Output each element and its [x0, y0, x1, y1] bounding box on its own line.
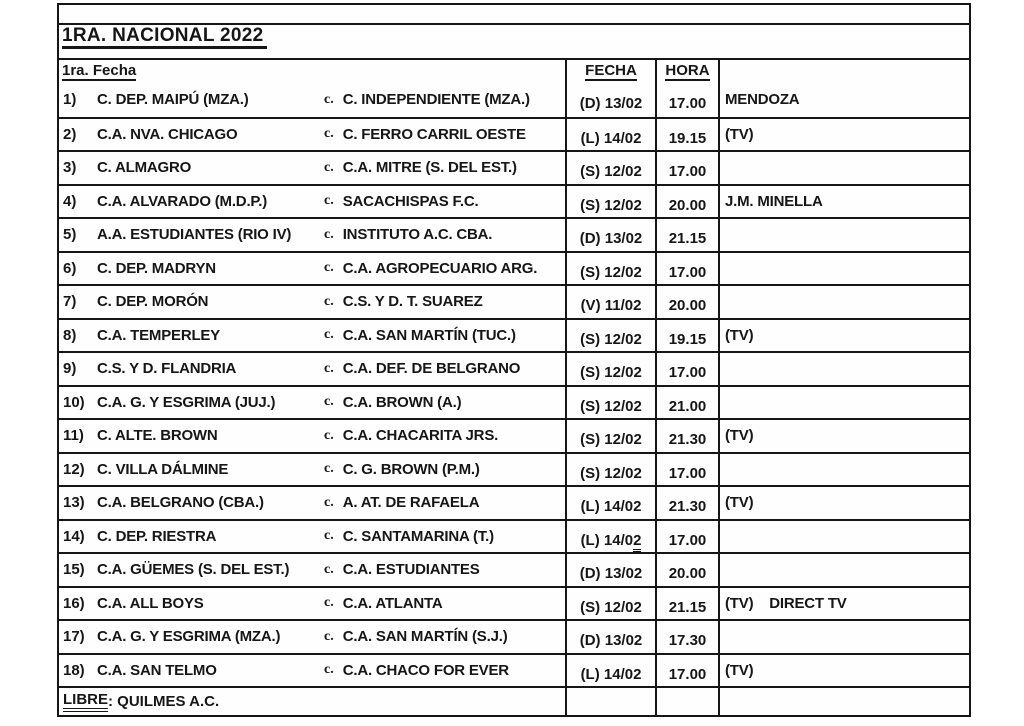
match-cell [59, 253, 565, 285]
match-date: (S) 12/02 [580, 163, 642, 181]
away-team: C.A. ATLANTA [342, 594, 443, 612]
libre-label: LIBRE [63, 691, 108, 712]
away-team: C. FERRO CARRIL OESTE [342, 125, 526, 143]
versus-label: c. [324, 561, 334, 577]
versus-label: c. [324, 91, 334, 107]
match-cell [59, 621, 565, 653]
match-date: (S) 12/02 [580, 464, 642, 482]
home-team: C.A. GÜEMES (S. DEL EST.) [97, 561, 290, 579]
libre-cell [59, 688, 565, 715]
match-rows [59, 83, 969, 686]
match-date: (D) 13/02 [579, 95, 643, 113]
versus-label: c. [324, 360, 334, 376]
away-team: C. INDEPENDIENTE (MZA.) [342, 91, 530, 109]
match-time: 20.00 [668, 565, 707, 583]
match-notes [718, 152, 969, 184]
versus-label: c. [324, 461, 334, 477]
home-team: C.A. TEMPERLEY [97, 326, 221, 344]
match-date: (L) 14/02 [581, 532, 642, 549]
match-number: 1) [63, 91, 77, 109]
match-date: (L) 14/02 [580, 498, 642, 516]
match-time-cell [655, 420, 718, 452]
match-cell [59, 655, 565, 687]
match-number: 2) [63, 125, 77, 143]
match-row [59, 351, 969, 385]
match-row [59, 519, 969, 553]
match-date-cell [565, 621, 655, 653]
match-date: (S) 12/02 [580, 330, 642, 348]
match-cell [59, 420, 565, 452]
match-notes [718, 387, 969, 419]
versus-label: c. [324, 293, 334, 309]
match-cell [59, 487, 565, 519]
match-cell [59, 286, 565, 318]
match-time-cell [655, 487, 718, 519]
match-cell [59, 320, 565, 352]
match-number: 11) [63, 427, 84, 445]
home-team: C.S. Y D. FLANDRIA [97, 360, 237, 378]
match-time: 17.00 [668, 531, 707, 549]
match-time-cell [655, 152, 718, 184]
away-team: C.A. SAN MARTÍN (TUC.) [342, 326, 516, 344]
versus-label: c. [324, 394, 334, 410]
match-time-cell [655, 621, 718, 653]
match-date: (L) 14/02 [580, 129, 642, 147]
match-notes: MENDOZA [718, 83, 969, 117]
match-row [59, 619, 969, 653]
match-notes: (TV) [718, 119, 969, 151]
match-time: 19.15 [668, 129, 707, 147]
match-number: 6) [63, 259, 77, 277]
match-date-cell [565, 83, 655, 117]
match-row [59, 284, 969, 318]
column-header-row [59, 58, 969, 83]
away-team: INSTITUTO A.C. CBA. [342, 226, 493, 244]
match-date-cell [565, 554, 655, 586]
match-cell [59, 219, 565, 251]
match-time: 21.00 [668, 397, 707, 415]
match-time-cell [655, 353, 718, 385]
match-notes [718, 253, 969, 285]
match-time-cell [655, 253, 718, 285]
away-team: C.A. DEF. DE BELGRANO [342, 360, 521, 378]
away-team: SACACHISPAS F.C. [342, 192, 479, 210]
match-date-cell [565, 588, 655, 620]
versus-label: c. [324, 327, 334, 343]
match-time: 17.00 [668, 163, 707, 181]
match-date: (S) 12/02 [580, 263, 642, 281]
home-team: C.A. NVA. CHICAGO [97, 125, 238, 143]
page-title: 1RA. NACIONAL 2022 [62, 25, 267, 49]
match-time-cell [655, 286, 718, 318]
versus-label: c. [324, 528, 334, 544]
versus-label: c. [324, 595, 334, 611]
match-notes: (TV) [718, 655, 969, 687]
match-number: 12) [63, 460, 85, 478]
away-team: C. G. BROWN (P.M.) [342, 460, 480, 478]
match-row [59, 117, 969, 151]
match-number: 17) [63, 628, 85, 646]
home-team: C.A. SAN TELMO [97, 661, 217, 679]
libre-fecha-cell [565, 688, 655, 715]
match-date-cell [565, 219, 655, 251]
match-date: (S) 12/02 [580, 196, 642, 214]
fecha-header-label: FECHA [585, 62, 637, 79]
match-date-cell [565, 454, 655, 486]
match-date-cell [565, 152, 655, 184]
match-date: (D) 13/02 [579, 632, 643, 650]
match-number: 13) [63, 494, 85, 512]
match-date-cell [565, 420, 655, 452]
title-row [59, 23, 969, 58]
match-row [59, 83, 969, 117]
versus-label: c. [324, 628, 334, 644]
match-number: 3) [63, 159, 77, 177]
away-team: C.A. MITRE (S. DEL EST.) [342, 159, 517, 177]
home-team: C. ALMAGRO [97, 159, 192, 177]
top-spacer-row [59, 5, 969, 23]
away-team: C.A. CHACARITA JRS. [342, 427, 499, 445]
match-number: 9) [63, 360, 77, 378]
match-cell [59, 83, 565, 117]
match-row [59, 586, 969, 620]
match-notes [718, 554, 969, 586]
match-time-cell [655, 320, 718, 352]
match-notes [718, 621, 969, 653]
match-cell [59, 387, 565, 419]
round-header-cell [59, 60, 565, 83]
match-number: 10) [63, 393, 85, 411]
versus-label: c. [324, 662, 334, 678]
match-notes: (TV) [718, 420, 969, 452]
match-time: 21.30 [668, 431, 707, 449]
match-cell [59, 454, 565, 486]
match-date-cell [565, 487, 655, 519]
versus-label: c. [324, 126, 334, 142]
date-underline-mark: 2 [633, 532, 641, 552]
match-date-cell [565, 119, 655, 151]
round-label: 1ra. Fecha [62, 62, 137, 79]
match-time: 17.30 [668, 632, 707, 650]
match-time-cell [655, 655, 718, 687]
home-team: C. DEP. MAIPÚ (MZA.) [97, 91, 249, 109]
match-time-cell [655, 554, 718, 586]
away-team: C.A. SAN MARTÍN (S.J.) [342, 628, 508, 646]
home-team: C.A. ALL BOYS [97, 594, 204, 612]
libre-value: : QUILMES A.C. [108, 693, 220, 710]
match-time: 21.30 [668, 498, 707, 516]
match-number: 16) [63, 594, 85, 612]
match-row [59, 150, 969, 184]
match-row [59, 452, 969, 486]
home-team: C. DEP. MORÓN [97, 293, 209, 311]
match-notes [718, 353, 969, 385]
match-cell [59, 521, 565, 553]
match-time: 21.15 [668, 598, 707, 616]
match-time: 20.00 [668, 196, 707, 214]
away-team: C.A. BROWN (A.) [342, 393, 462, 411]
match-notes: J.M. MINELLA [718, 186, 969, 218]
home-team: C.A. ALVARADO (M.D.P.) [97, 192, 268, 210]
home-team: C. VILLA DÁLMINE [97, 460, 229, 478]
away-team: C.A. ESTUDIANTES [342, 561, 480, 579]
notes-column-header [718, 60, 969, 83]
match-date-cell [565, 655, 655, 687]
match-notes: (TV) DIRECT TV [718, 588, 969, 620]
versus-label: c. [324, 226, 334, 242]
match-date: (S) 12/02 [580, 598, 642, 616]
match-time-cell [655, 219, 718, 251]
away-team: C.A. CHACO FOR EVER [342, 661, 509, 679]
match-number: 15) [63, 561, 85, 579]
match-time-cell [655, 186, 718, 218]
away-team: C.A. AGROPECUARIO ARG. [342, 259, 538, 277]
match-row [59, 251, 969, 285]
hora-column-header [655, 60, 718, 83]
match-notes [718, 219, 969, 251]
match-date: (S) 12/02 [580, 364, 642, 382]
home-team: C.A. BELGRANO (CBA.) [97, 494, 264, 512]
match-time-cell [655, 387, 718, 419]
match-time: 17.00 [668, 95, 707, 113]
match-cell [59, 554, 565, 586]
match-row [59, 217, 969, 251]
match-time: 17.00 [668, 364, 707, 382]
match-time-cell [655, 119, 718, 151]
match-cell [59, 588, 565, 620]
match-date-cell [565, 286, 655, 318]
match-time-cell [655, 454, 718, 486]
libre-hora-cell [655, 688, 718, 715]
match-date: (D) 13/02 [579, 565, 643, 583]
home-team: C. DEP. RIESTRA [97, 527, 217, 545]
match-number: 5) [63, 226, 77, 244]
match-notes: (TV) [718, 320, 969, 352]
match-time: 20.00 [668, 297, 707, 315]
match-notes: (TV) [718, 487, 969, 519]
away-team: C. SANTAMARINA (T.) [342, 527, 494, 545]
hora-header-label: HORA [665, 62, 710, 79]
match-date: (S) 12/02 [580, 431, 642, 449]
versus-label: c. [324, 494, 334, 510]
versus-label: c. [324, 427, 334, 443]
fecha-column-header [565, 60, 655, 83]
versus-label: c. [324, 159, 334, 175]
home-team: C. DEP. MADRYN [97, 259, 216, 277]
match-date: (D) 13/02 [579, 230, 643, 248]
match-time-cell [655, 521, 718, 553]
match-row [59, 385, 969, 419]
home-team: C. ALTE. BROWN [97, 427, 218, 445]
home-team: A.A. ESTUDIANTES (RIO IV) [97, 226, 292, 244]
versus-label: c. [324, 193, 334, 209]
match-time: 21.15 [668, 230, 707, 248]
libre-row [59, 686, 969, 715]
match-time: 17.00 [668, 665, 707, 683]
match-date: (S) 12/02 [580, 397, 642, 415]
match-date-cell [565, 353, 655, 385]
match-time: 17.00 [668, 263, 707, 281]
match-time: 19.15 [668, 330, 707, 348]
match-row [59, 318, 969, 352]
match-date-cell [565, 320, 655, 352]
libre-notes-cell [718, 688, 969, 715]
away-team: C.S. Y D. T. SUAREZ [342, 293, 483, 311]
match-row [59, 418, 969, 452]
match-number: 18) [63, 661, 85, 679]
match-row [59, 653, 969, 687]
match-number: 14) [63, 527, 85, 545]
match-time: 17.00 [668, 464, 707, 482]
match-row [59, 184, 969, 218]
match-time-cell [655, 83, 718, 117]
match-cell [59, 186, 565, 218]
match-time-cell [655, 588, 718, 620]
match-notes [718, 454, 969, 486]
home-team: C.A. G. Y ESGRIMA (JUJ.) [97, 393, 276, 411]
match-cell [59, 353, 565, 385]
match-number: 8) [63, 326, 77, 344]
match-cell [59, 152, 565, 184]
match-number: 7) [63, 293, 77, 311]
home-team: C.A. G. Y ESGRIMA (MZA.) [97, 628, 281, 646]
match-row [59, 552, 969, 586]
match-date-cell [565, 253, 655, 285]
match-date-cell [565, 387, 655, 419]
fixture-table [57, 3, 971, 717]
match-notes [718, 521, 969, 553]
away-team: A. AT. DE RAFAELA [342, 494, 480, 512]
match-date: (L) 14/02 [580, 665, 642, 683]
versus-label: c. [324, 260, 334, 276]
match-notes [718, 286, 969, 318]
match-date-cell [565, 521, 655, 553]
match-row [59, 485, 969, 519]
match-date-cell [565, 186, 655, 218]
match-number: 4) [63, 192, 77, 210]
match-cell [59, 119, 565, 151]
match-date: (V) 11/02 [580, 297, 642, 315]
